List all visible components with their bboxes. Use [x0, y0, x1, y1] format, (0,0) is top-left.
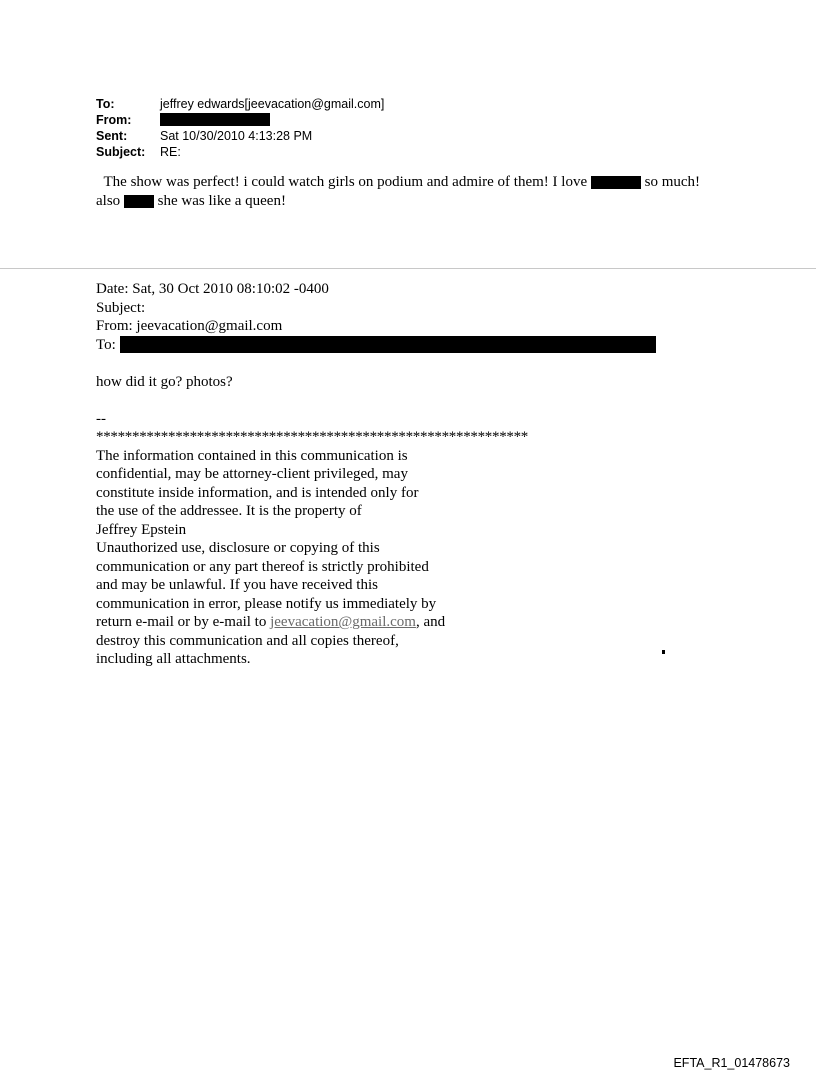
closing-line: including all attachments.	[96, 651, 251, 667]
disclaimer-line: communication or any part thereof is strictly prohibited	[96, 558, 429, 575]
redaction-bar	[124, 195, 154, 208]
quoted-message	[96, 280, 696, 669]
reply-text-2: so much! also	[96, 174, 701, 209]
return-prefix: return e-mail or by e-mail to	[96, 614, 267, 630]
closing-line: destroy this communication and all copies thereof,	[96, 632, 399, 649]
to-line	[96, 336, 696, 355]
from-line: From: jeevacation@gmail.com	[96, 318, 283, 334]
disclaimer-line: confidential, may be attorney-client privileged, may	[96, 466, 408, 482]
reply-text-1: The show was perfect! i could watch girls on podium and admire of them! I love	[103, 174, 588, 190]
disclaimer-line: The information contained in this communication is	[96, 447, 408, 464]
stars-line: ************************************************************	[96, 429, 529, 445]
disclaimer-line: constitute inside information, and is intended only for	[96, 484, 419, 501]
to-row	[96, 96, 384, 112]
subject-row	[96, 144, 384, 160]
subject-value: RE:	[160, 145, 181, 159]
to-value: jeffrey edwards[jeevacation@gmail.com]	[160, 97, 385, 111]
sent-label: Sent:	[96, 129, 128, 143]
disclaimer-line: and may be unlawful. If you have received this	[96, 577, 378, 593]
message-line: how did it go? photos?	[96, 373, 233, 390]
document-id: EFTA_R1_01478673	[673, 1056, 790, 1070]
disclaimer-line: communication in error, please notify us immediately by	[96, 595, 437, 612]
subject-line: Subject:	[96, 299, 146, 316]
from-row	[96, 112, 384, 128]
return-suffix: , and	[415, 614, 446, 630]
disclaimer-line: Unauthorized use, disclosure or copying of this	[96, 540, 380, 556]
email-link[interactable]: jeevacation@gmail.com	[270, 614, 416, 630]
sent-value: Sat 10/30/2010 4:13:28 PM	[160, 129, 313, 143]
disclaimer-line: Jeffrey Epstein	[96, 521, 187, 538]
redaction-bar	[160, 113, 270, 126]
email-header	[96, 96, 384, 160]
to-label: To:	[96, 97, 115, 111]
from-label: From:	[96, 113, 132, 127]
redaction-bar	[591, 176, 641, 189]
to-line-label: To:	[96, 336, 116, 353]
reply-body	[96, 173, 716, 211]
sent-row	[96, 128, 384, 144]
signature-separator: --	[96, 410, 106, 427]
disclaimer-line: the use of the addressee. It is the property of	[96, 503, 362, 519]
divider	[0, 268, 816, 269]
stray-mark	[662, 650, 665, 654]
return-line	[96, 613, 696, 632]
date-line: Date: Sat, 30 Oct 2010 08:10:02 -0400	[96, 281, 329, 297]
reply-text-3: she was like a queen!	[157, 193, 286, 209]
redaction-bar	[120, 336, 656, 353]
subject-label: Subject:	[96, 145, 146, 159]
